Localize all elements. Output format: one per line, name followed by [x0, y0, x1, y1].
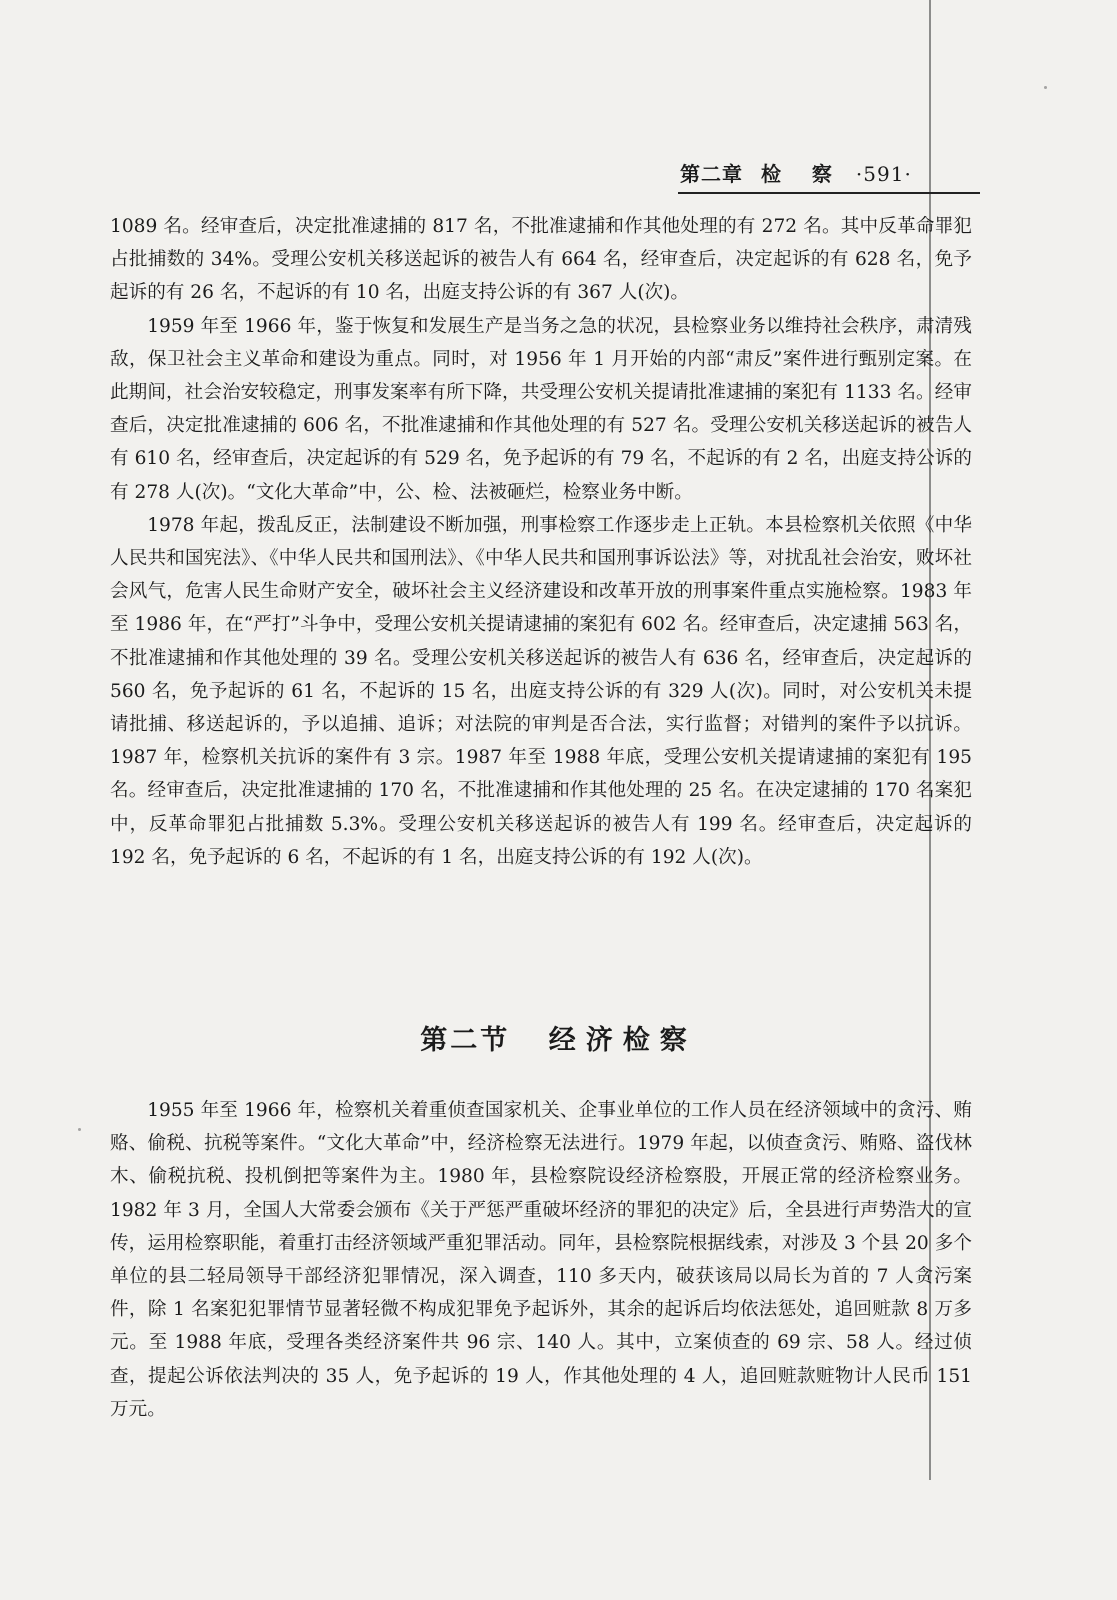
scan-speck: [78, 1128, 81, 1131]
paragraph-3: 1978 年起，拨乱反正，法制建设不断加强，刑事检察工作逐步走上正轨。本县检察机关依照《中华人民共和国宪法》、《中华人民共和国刑法》、《中华人民共和国刑事诉讼法》等，对扰乱社会治安，败坏社会风气，危害人民生命财产安全，破坏社会主义经济建设和改革开放的刑事案件重点实施检察。1983 年至 1986 年，在“严打”斗争中，受理公安机关提请逮捕的案犯有 602 名。经审查后，决定逮捕 563 名，不批准逮捕和作其他处理的 39 名。受理公安机关移送起诉的被告人有 636 名，经审查后，决定起诉的 560 名，免予起诉的 61 名，不起诉的 15 名，出庭支持公诉的有 329 人(次)。同时，对公安机关未提请批捕、移送起诉的，予以追捕、追诉；对法院的审判是否合法，实行监督；对错判的案件予以抗诉。1987 年，检察机关抗诉的案件有 3 宗。1987 年至 1988 年底，受理公安机关提请逮捕的案犯有 195 名。经审查后，决定批准逮捕的 170 名，不批准逮捕和作其他处理的 25 名。在决定逮捕的 170 名案犯中，反革命罪犯占批捕数 5.3%。受理公安机关移送起诉的被告人有 199 名。经审查后，决定起诉的 192 名，免予起诉的 6 名，不起诉的有 1 名，出庭支持公诉的有 192 人(次)。: [110, 514, 972, 868]
section-label: 第二节: [420, 1025, 511, 1056]
paragraph-2: 1959 年至 1966 年，鉴于恢复和发展生产是当务之急的状况，县检察业务以维持社会秩序，肃清残敌，保卫社会主义革命和建设为重点。同时，对 1956 年 1 月开始的内部“肃反”案件进行甄别定案。在此期间，社会治安较稳定，刑事发案率有所下降，共受理公安机关提请批准逮捕的案犯有 1133 名。经审查后，决定批准逮捕的 606 名，不批准逮捕和作其他处理的有 527 名。受理公安机关移送起诉的被告人有 610 名，经审查后，决定起诉的有 529 名，免予起诉的有 79 名，不起诉的有 2 名，出庭支持公诉的有 278 人(次)。“文化大革命”中，公、检、法被砸烂，检察业务中断。: [110, 315, 972, 503]
scan-speck: [1044, 86, 1047, 89]
chapter-label: 第二章: [680, 162, 743, 186]
chapter-title: 检 察: [760, 162, 844, 186]
section-body-text: [110, 1094, 972, 1426]
section-paragraph-1: 1955 年至 1966 年，检察机关着重侦查国家机关、企事业单位的工作人员在经济领域中的贪污、贿赂、偷税、抗税等案件。“文化大革命”中，经济检察无法进行。1979 年起，以侦查贪污、贿赂、盗伐林木、偷税抗税、投机倒把等案件为主。1980 年，县检察院设经济检察股，开展正常的经济检察业务。1982 年 3 月，全国人大常委会颁布《关于严惩严重破坏经济的罪犯的决定》后，全县进行声势浩大的宣传，运用检察职能，着重打击经济领域严重犯罪活动。同年，县检察院根据线索，对涉及 3 个县 20 多个单位的县二轻局领导干部经济犯罪情况，深入调查，110 多天内，破获该局以局长为首的 7 人贪污案件，除 1 名案犯犯罪情节显著轻微不构成犯罪免予起诉外，其余的起诉后均依法惩处，追回赃款 8 万多元。至 1988 年底，受理各类经济案件共 96 宗、140 人。其中，立案侦查的 69 宗、58 人。经过侦查，提起公诉依法判决的 35 人，免予起诉的 19 人，作其他处理的 4 人，追回赃款赃物计人民币 151 万元。: [110, 1100, 972, 1420]
paragraph-1: 1089 名。经审查后，决定批准逮捕的 817 名，不批准逮捕和作其他处理的有 272 名。其中反革命罪犯占批捕数的 34%。受理公安机关移送起诉的被告人有 664 名，经审查后，决定起诉的有 628 名，免予起诉的有 26 名，不起诉的有 10 名，出庭支持公诉的有 367 人(次)。: [110, 216, 972, 304]
section-name: 经济检察: [548, 1025, 697, 1056]
header-rule: [678, 192, 980, 194]
page-number: ·591·: [855, 162, 912, 186]
main-body-text: [110, 210, 972, 874]
section-heading: [0, 1018, 1117, 1057]
